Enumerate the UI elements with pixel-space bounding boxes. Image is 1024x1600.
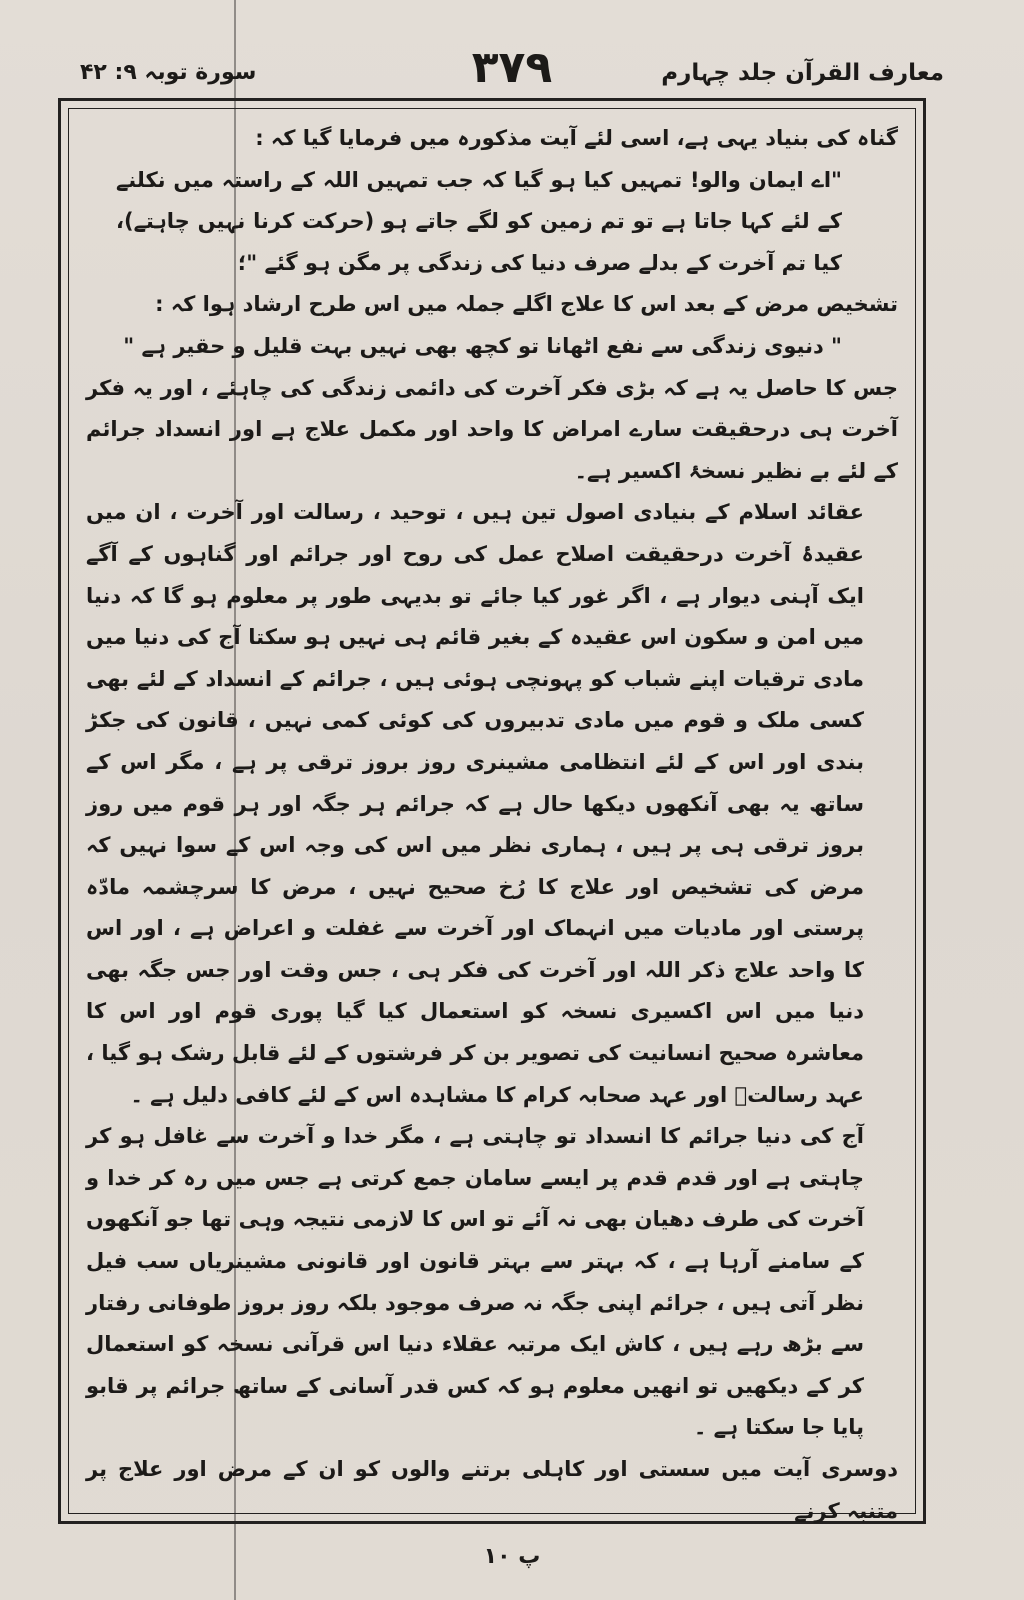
book-title: معارف القرآن جلد چہارم bbox=[661, 60, 944, 86]
paragraph: جس کا حاصل یہ ہے کہ بڑی فکر آخرت کی دائمی زندگی کی چاہئے ، اور یہ فکر آخرت ہی درحقیقت سارے امراض کا واحد اور مکمل علاج ہے اور انسداد جرائم کے لئے بے نظیر نسخۂ اکسیر ہے۔ bbox=[86, 375, 898, 483]
paragraph: گناہ کی بنیاد یہی ہے، اسی لئے آیت مذکورہ میں فرمایا گیا کہ : bbox=[255, 126, 898, 150]
paragraph: دوسری آیت میں سستی اور کاہلی برتنے والوں کو ان کے مرض اور علاج پر متنبہ کرنے bbox=[86, 1457, 898, 1523]
paragraph: عقائد اسلام کے بنیادی اصول تین ہیں ، توحید ، رسالت اور آخرت ، ان میں عقیدۂ آخرت درحقیقت اصلاح عمل کی روح اور جرائم اور گناہوں کے آگے ایک آہنی دیوار ہے ، اگر غور کیا جائے تو بدیہی طور پر معلوم ہو گا کہ دنیا میں امن و سکون اس عقیدہ کے بغیر قائم ہی نہیں ہو سکتا آج کی دنیا میں مادی ترقیات اپنے شباب کو پہونچی ہوئی ہیں ، جرائم کے انسداد کے لئے بھی کسی ملک و قوم میں مادی تدبیروں کی کوئی کمی نہیں ، قانون کی جکڑ بندی اور اس کے لئے انتظامی مشینری روز بروز ترقی پر ہے ، مگر اس کے ساتھ یہ بھی آنکھوں دیکھا حال ہے کہ جرائم ہر جگہ اور ہر قوم میں روز بروز ترقی ہی پر ہیں ، ہماری نظر میں اس کی وجہ اس کے سوا نہیں کہ مرض کی تشخیص اور علاج کا رُخ صحیح نہیں ، مرض کا سرچشمہ مادّہ پرستی اور مادیات میں انہماک اور آخرت سے غفلت و اعراض ہے ، اور اس کا واحد علاج ذکر اللہ اور آخرت کی فکر ہی ، جس وقت اور جس جگہ بھی دنیا میں اس اکسیری نسخہ کو استعمال کیا گیا پوری قوم اور اس کا معاشرہ صحیح انسانیت کی تصویر بن کر فرشتوں کے لئے قابل رشک ہو گیا ، عہد رسالتؐ اور عہد صحابہ کرام کا مشاہدہ اس کے لئے کافی دلیل ہے ۔ bbox=[86, 500, 864, 1107]
body-text bbox=[86, 118, 898, 1532]
page-header bbox=[60, 42, 964, 98]
surah-reference: سورة توبہ ۹: ۴۲ bbox=[80, 60, 257, 85]
page-number: ۳۷۹ bbox=[471, 42, 553, 93]
para-marker: پ ۱۰ bbox=[483, 1544, 541, 1569]
paragraph: تشخیص مرض کے بعد اس کا علاج اگلے جملہ میں اس طرح ارشاد ہوا کہ : bbox=[155, 292, 898, 317]
paragraph: آج کی دنیا جرائم کا انسداد تو چاہتی ہے ، مگر خدا و آخرت سے غافل ہو کر چاہتی ہے اور قدم قدم پر ایسے سامان جمع کرتی ہے جس میں رہ کر خدا و آخرت کی طرف دھیان بھی نہ آئے تو اس کا لازمی نتیجہ وہی تھا جو آنکھوں کے سامنے آرہا ہے ، کہ بہتر سے بہتر قانون اور قانونی مشینریاں سب فیل نظر آتی ہیں ، جرائم اپنی جگہ نہ صرف موجود بلکہ روز بروز طوفانی رفتار سے بڑھ رہے ہیں ، کاش ایک مرتبہ عقلاء دنیا اس قرآنی نسخہ کو استعمال کر کے دیکھیں تو انھیں معلوم ہو کہ کس قدر آسانی کے ساتھ جرائم پر قابو پایا جا سکتا ہے ۔ bbox=[86, 1124, 864, 1440]
quote-paragraph: "اے ایمان والو! تمہیں کیا ہو گیا کہ جب تمہیں اللہ کے راستہ میں نکلنے کے لئے کہا جاتا ہے تو تم زمین کو لگے جاتے ہو (حرکت کرنا نہیں چاہتے)، کیا تم آخرت کے بدلے صرف دنیا کی زندگی پر مگن ہو گئے "؛ bbox=[116, 167, 842, 275]
quote-paragraph: " دنیوی زندگی سے نفع اٹھانا تو کچھ بھی نہیں بہت قلیل و حقیر ہے " bbox=[123, 333, 842, 358]
